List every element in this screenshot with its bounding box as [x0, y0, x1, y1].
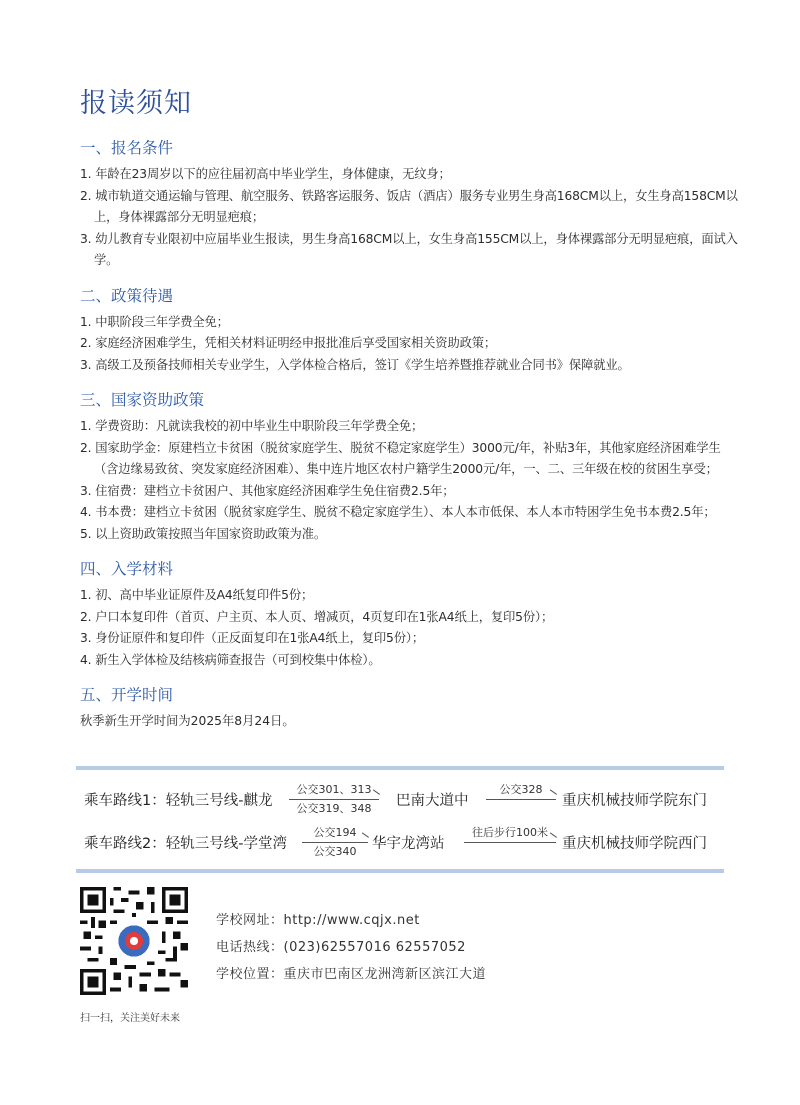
list-item: 5. 以上资助政策按照当年国家资助政策为准。 [80, 526, 326, 541]
arrow-top-label: 公交328 [499, 783, 543, 796]
arrow-icon [289, 783, 379, 823]
arrow-bottom-label: 公交340 [313, 845, 357, 858]
section-heading: 二、政策待遇 [80, 286, 174, 305]
bus-routes [76, 766, 724, 873]
notice-content [80, 84, 740, 733]
section [80, 134, 740, 272]
list-item: 1. 年龄在23周岁以下的应往届初高中毕业学生，身体健康，无纹身； [80, 167, 451, 181]
arrow-bottom-label: 公交319、348 [296, 802, 372, 815]
qr-code-icon [80, 887, 188, 995]
list-item: 3. 身份证原件和复印件（正反面复印在1张A4纸上，复印5份）； [80, 631, 424, 645]
arrow-icon [302, 826, 368, 866]
start-date-text: 秋季新生开学时间为2025年8月24日。 [80, 714, 295, 728]
section-heading: 一、报名条件 [80, 139, 174, 157]
section [80, 555, 740, 671]
route-destination: 重庆机械技师学院东门 [562, 793, 707, 809]
divider-bottom [76, 869, 724, 873]
section [80, 386, 740, 545]
route-stop: 巴南大道中 [396, 793, 469, 809]
list-item: 4. 书本费：建档立卡贫困（脱贫家庭学生、脱贫不稳定家庭学生）、本人本市低保、本人本市特困学生免书本费2.5年； [80, 505, 716, 519]
route-destination: 重庆机械技师学院西门 [562, 836, 707, 852]
section-start-date [80, 681, 740, 733]
list-item: 2. 国家助学金：原建档立卡贫困（脱贫家庭学生、脱贫不稳定家庭学生）3000元/年，补贴3年，其他家庭经济困难学生（含边缘易致贫、突发家庭经济困难）、集中连片地区农村户籍学生2000元/年，一、二、三年级在校的贫困生享受； [80, 440, 721, 476]
list-item: 1. 初、高中毕业证原件及A4纸复印件5份； [80, 588, 314, 602]
section-heading: 三、国家资助政策 [80, 391, 205, 409]
divider-top [76, 766, 724, 770]
list-item: 4. 新生入学体检及结核病筛查报告（可到校集中体检）。 [80, 652, 381, 667]
section [80, 282, 740, 377]
list-item: 2. 户口本复印件（首页、户主页、本人页、增减页，4页复印在1张A4纸上，复印5份）； [80, 609, 554, 624]
contact-info [216, 907, 486, 988]
list-item: 3. 高级工及预备技师相关专业学生，入学体检合格后，签订《学生培养暨推荐就业合同书》保障就业。 [80, 357, 630, 372]
address: 学校位置：重庆市巴南区龙洲湾新区滨江大道 [216, 967, 487, 982]
page-title: 报读须知 [80, 88, 192, 119]
arrow-icon [464, 826, 556, 866]
arrow-top-label: 公交194 [313, 826, 357, 839]
arrow-icon [486, 783, 556, 823]
arrow-top-label: 往后步行100米 [472, 826, 548, 839]
sections [80, 134, 740, 671]
list-item: 2. 城市轨道交通运输与管理、航空服务、铁路客运服务、饭店（酒店）服务专业男生身高168CM以上，女生身高158CM以上，身体裸露部分无明显疤痕； [80, 188, 738, 224]
route-label: 乘车路线1：轻轨三号线-麒龙 [84, 793, 273, 809]
arrow-top-label: 公交301、313 [296, 783, 372, 796]
phone: 电话热线：(023)62557016 62557052 [216, 940, 466, 955]
list-item: 3. 幼儿教育专业限初中应届毕业生报读，男生身高168CM以上，女生身高155CM以上，身体裸露部分无明显疤痕，面试入学。 [80, 231, 738, 267]
section-heading: 四、入学材料 [80, 560, 174, 578]
website: 学校网址：http://www.cqjx.net [216, 913, 420, 928]
route-stop: 华宇龙湾站 [372, 836, 445, 852]
qr-caption: 扫一扫，关注美好未来 [80, 1013, 180, 1024]
list-item: 1. 学费资助：凡就读我校的初中毕业生中职阶段三年学费全免； [80, 419, 424, 433]
list-item: 2. 家庭经济困难学生，凭相关材料证明经申报批准后享受国家相关资助政策； [80, 336, 497, 350]
route-label: 乘车路线2：轻轨三号线-学堂湾 [84, 836, 287, 852]
list-item: 1. 中职阶段三年学费全免； [80, 314, 229, 329]
list-item: 3. 住宿费：建档立卡贫困户、其他家庭经济困难学生免住宿费2.5年； [80, 483, 455, 498]
section-heading: 五、开学时间 [80, 686, 174, 704]
